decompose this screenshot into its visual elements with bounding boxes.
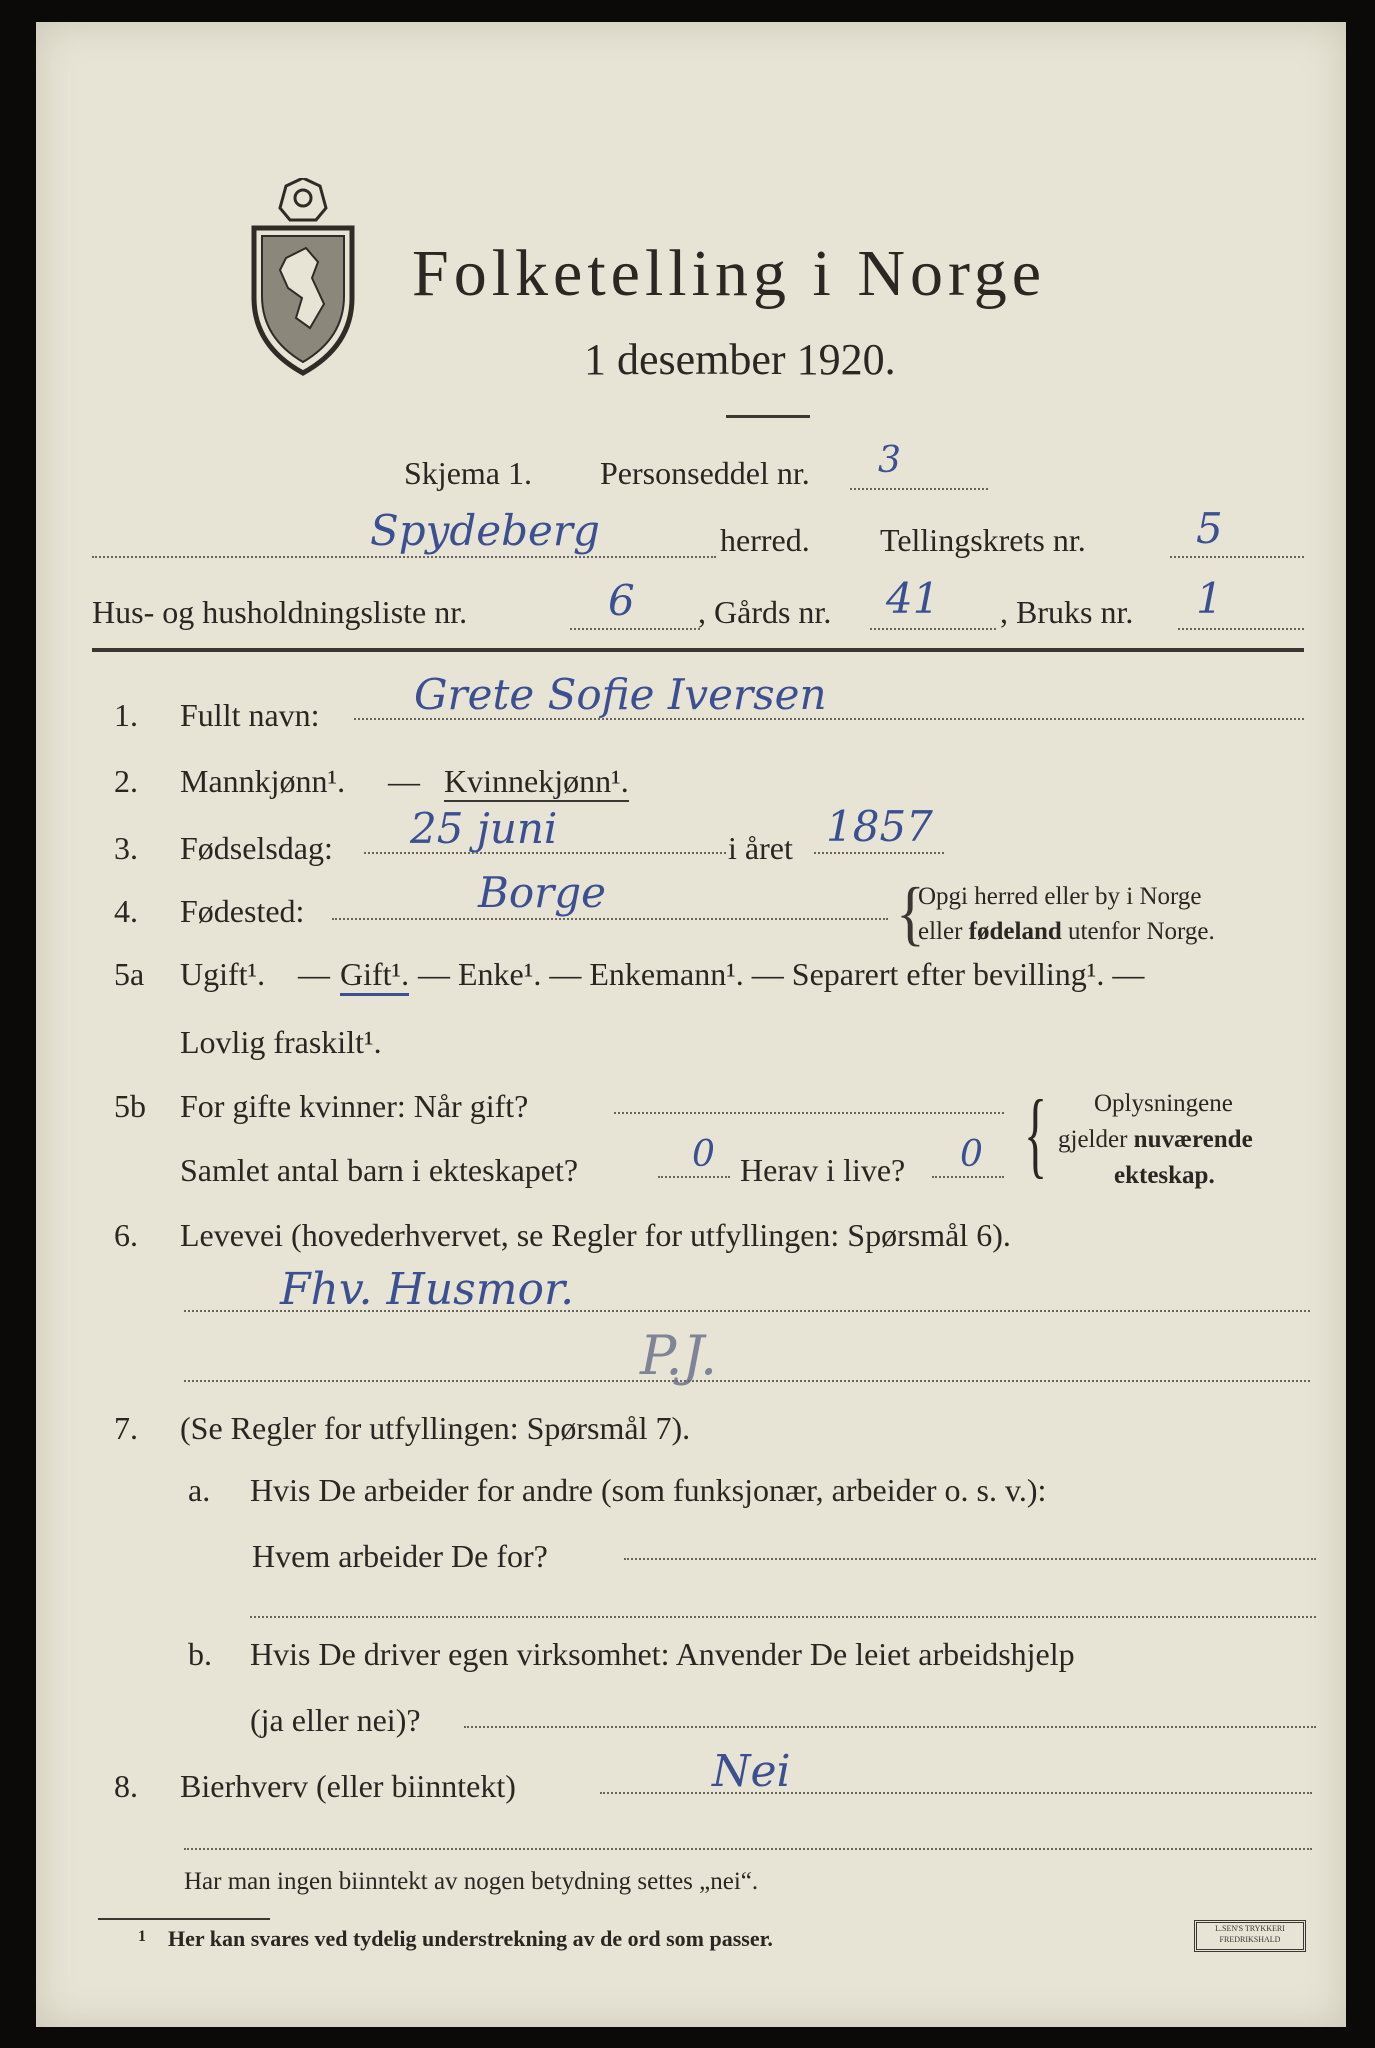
gards-value: 41 bbox=[886, 574, 940, 623]
side-income-field-2[interactable] bbox=[184, 1848, 1312, 1850]
bruks-label: , Bruks nr. bbox=[1000, 594, 1134, 630]
q7b-letter: b. bbox=[188, 1636, 212, 1672]
when-married-field[interactable] bbox=[614, 1112, 1004, 1114]
herred-value: Spydeberg bbox=[370, 506, 600, 555]
q7b-text: Hvis De driver egen virksomhet: Anvender De leiet arbeidshjelp bbox=[250, 1636, 1075, 1672]
children-value: 0 bbox=[692, 1134, 715, 1175]
q8-number: 8. bbox=[114, 1768, 138, 1804]
bruks-field[interactable] bbox=[1178, 628, 1304, 630]
when-married-label: For gifte kvinner: Når gift? bbox=[180, 1088, 529, 1124]
bruks-value: 1 bbox=[1196, 574, 1223, 623]
birthday-value: 25 juni bbox=[410, 804, 558, 853]
hus-field[interactable] bbox=[570, 628, 700, 630]
male-option[interactable]: Mannkjønn¹. bbox=[180, 763, 346, 799]
unmarried-option[interactable]: Ugift¹. bbox=[180, 956, 266, 992]
occupation-value: Fhv. Husmor. bbox=[280, 1264, 575, 1315]
children-field[interactable] bbox=[658, 1176, 730, 1178]
q1-number: 1. bbox=[114, 697, 138, 733]
q4-number: 4. bbox=[114, 893, 138, 929]
q6-number: 6. bbox=[114, 1217, 138, 1253]
living-children-value: 0 bbox=[960, 1134, 983, 1175]
coder-mark: P.J. bbox=[640, 1324, 718, 1387]
side-income-label: Bierhverv (eller biinntekt) bbox=[180, 1768, 516, 1804]
birthplace-value: Borge bbox=[478, 868, 606, 917]
q2-number: 2. bbox=[114, 763, 138, 799]
gender-separator: — bbox=[388, 763, 420, 799]
q3-number: 3. bbox=[114, 830, 138, 866]
female-option[interactable]: Kvinnekjønn¹. bbox=[444, 763, 629, 802]
q3-label: Fødselsdag: bbox=[180, 830, 333, 866]
birthplace-field[interactable] bbox=[332, 918, 888, 920]
q7a-letter: a. bbox=[188, 1472, 211, 1508]
hired-help-field[interactable] bbox=[464, 1726, 1316, 1728]
q5b-number: 5b bbox=[114, 1088, 146, 1124]
personseddel-field[interactable] bbox=[850, 488, 988, 490]
hired-help-label: (ja eller nei)? bbox=[250, 1702, 421, 1738]
birth-year-field[interactable] bbox=[814, 852, 944, 854]
hus-value: 6 bbox=[608, 576, 635, 625]
full-name-value: Grete Sofie Iversen bbox=[414, 670, 827, 719]
occupation-label: Levevei (hovederhvervet, se Regler for utfyllingen: Spørsmål 6). bbox=[180, 1217, 1011, 1253]
married-option[interactable]: Gift¹. bbox=[340, 956, 409, 996]
birthplace-note-brace: { bbox=[896, 873, 925, 953]
marriage-note-brace: { bbox=[1024, 1080, 1048, 1187]
employer-field-2[interactable] bbox=[250, 1616, 1316, 1618]
header-divider bbox=[92, 648, 1304, 652]
q1-label: Fullt navn: bbox=[180, 697, 320, 733]
divorced-option[interactable]: Lovlig fraskilt¹. bbox=[180, 1024, 382, 1060]
q7a-text: Hvis De arbeider for andre (som funksjonær, arbeider o. s. v.): bbox=[250, 1472, 1047, 1508]
status-separator: — bbox=[298, 956, 330, 992]
marriage-note-line1: Oplysningene bbox=[1094, 1090, 1233, 1117]
marriage-note-line2: gjelder nuværende bbox=[1058, 1126, 1253, 1153]
birthplace-note-line1: Opgi herred eller by i Norge bbox=[918, 883, 1202, 910]
footnote-text: Her kan svares ved tydelig understrekning av de ord som passer. bbox=[168, 1926, 773, 1951]
printer-stamp: L.SEN'S TRYKKERI FREDRIKSHALD bbox=[1194, 1920, 1306, 1952]
employer-field[interactable] bbox=[624, 1558, 1316, 1560]
birthplace-note-line2: eller fødeland utenfor Norge. bbox=[918, 918, 1215, 945]
q7-label: (Se Regler for utfyllingen: Spørsmål 7). bbox=[180, 1410, 691, 1446]
gards-field[interactable] bbox=[870, 628, 996, 630]
q5a-number: 5a bbox=[114, 956, 145, 992]
q4-label: Fødested: bbox=[180, 893, 305, 929]
form-title: Folketelling i Norge bbox=[412, 237, 1047, 310]
tellingskrets-field[interactable] bbox=[1170, 556, 1304, 558]
living-children-field[interactable] bbox=[932, 1176, 1004, 1178]
year-label: i året bbox=[728, 830, 793, 866]
side-income-value: Nei bbox=[712, 1746, 791, 1797]
personseddel-value: 3 bbox=[878, 440, 901, 481]
employer-label: Hvem arbeider De for? bbox=[252, 1538, 548, 1574]
gards-label: , Gårds nr. bbox=[698, 594, 832, 630]
census-date: 1 desember 1920. bbox=[584, 335, 896, 384]
herred-field[interactable] bbox=[92, 556, 716, 558]
side-income-field[interactable] bbox=[600, 1792, 1312, 1794]
occupation-field-2[interactable] bbox=[184, 1380, 1310, 1382]
schema-label: Skjema 1. bbox=[404, 455, 532, 491]
other-status-options[interactable]: — Enke¹. — Enkemann¹. — Separert efter bevilling¹. — bbox=[418, 956, 1145, 992]
herred-label: herred. bbox=[720, 522, 810, 558]
footnote-number: 1 bbox=[138, 1928, 146, 1945]
children-label: Samlet antal barn i ekteskapet? bbox=[180, 1152, 579, 1188]
title-divider bbox=[726, 415, 810, 418]
personseddel-label: Personseddel nr. bbox=[600, 455, 810, 491]
footnote-rule bbox=[98, 1918, 270, 1920]
living-children-label: Herav i live? bbox=[740, 1152, 906, 1188]
hus-label: Hus- og husholdningsliste nr. bbox=[92, 594, 468, 630]
tellingskrets-value: 5 bbox=[1196, 504, 1223, 553]
q7-number: 7. bbox=[114, 1410, 138, 1446]
side-income-note: Har man ingen biinntekt av nogen betydning settes „nei“. bbox=[184, 1868, 759, 1895]
tellingskrets-label: Tellingskrets nr. bbox=[880, 522, 1086, 558]
marriage-note-line3: ekteskap. bbox=[1114, 1162, 1215, 1189]
birth-year-value: 1857 bbox=[826, 802, 933, 851]
coat-of-arms-icon bbox=[246, 178, 360, 378]
